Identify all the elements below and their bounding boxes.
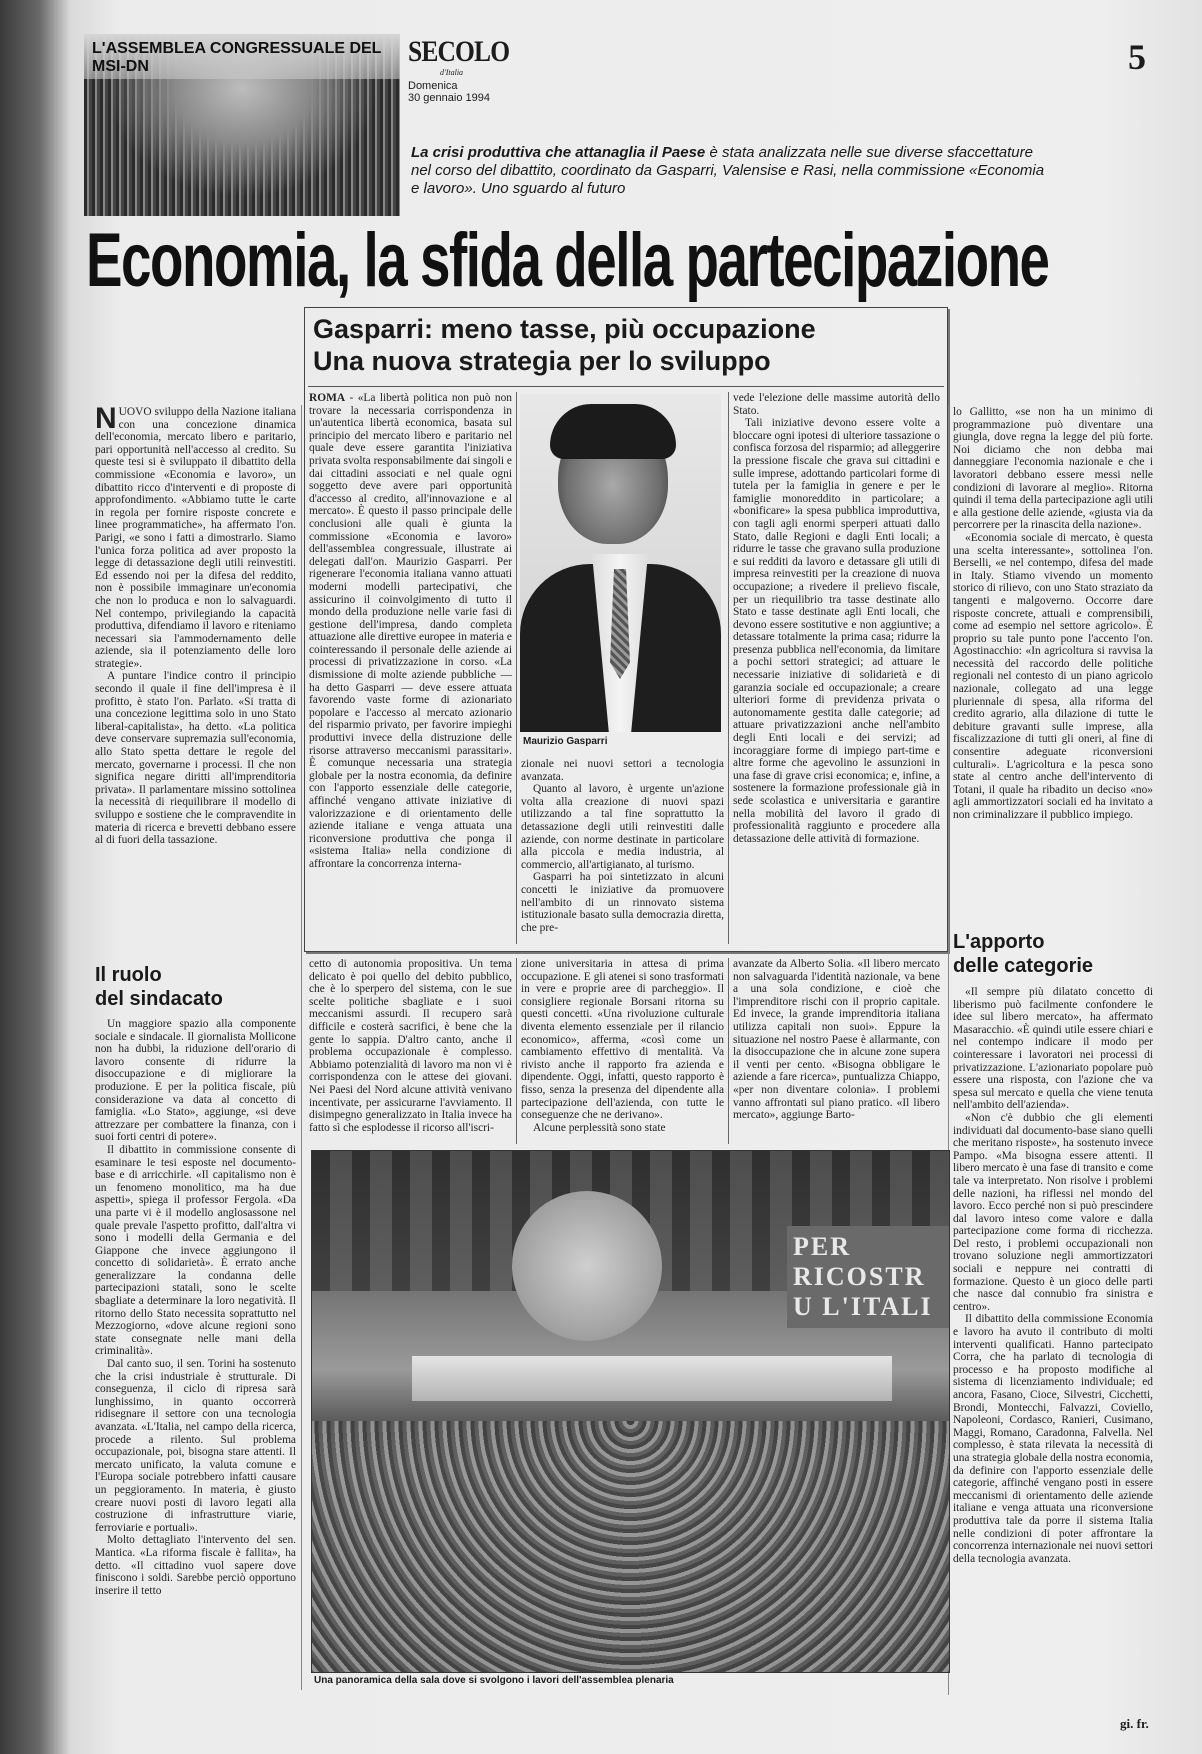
column-rule xyxy=(728,958,729,1144)
paragraph: «Economia sociale di mercato, è questa una scelta interessante», sottolinea l'on. Berselli, «e nel contempo, difesa del made in Italy. Stiamo vivendo un momento storico di rilievo, con uno Stato straziato da tangenti e malgoverno. Occorre dare risposte concrete, attuali e comprensibili, come ad esempio nel settore agricolo». È proprio su tale punto pone l'accento l'on. Agostinacchio: «In agricoltura si ravvisa la necessità del raccordo delle politiche regionali nel contesto di un piano agricolo nazionale, collegato ad una legge pluriennale di spesa, alla riforma del credito agrario, alla dilazione di tutte le debiture gravanti sulle imprese, alla fiscalizzazione di tutti gli oneri, al fine di consentire adeguate riconversioni culturali». L'agricoltura e la pesca sono state al centro anche dell'intervento di Totani, il quale ha ribadito un deciso «no» agli ammortizzatori sociali ed ha invitato a non criminalizzare il pubblico impiego. xyxy=(953,531,1153,821)
hall-photo-caption: Una panoramica della sala dove si svolgono i lavori dell'assemblea plenaria xyxy=(314,1675,674,1686)
divider xyxy=(308,386,944,387)
box-column-1 xyxy=(309,392,512,944)
lower-column-2 xyxy=(521,958,724,1148)
paragraph: UOVO sviluppo della Nazione italiana con una concezione dinamica dell'economia, mercato libero e paritario, pari opportunità nell'accesso al credito. Su queste tesi si è sviluppato il dibattito della commissione «Economia e lavoro», un dibattito ricco d'interventi e di proposte di approfondimento. «Abbiamo tutte le carte in regola per fornire risposte concrete e linee programmatiche», ha affermato l'on. Parigi, «e sono i fatti a dimostrarlo. Siamo l'unica forza politica ad aver proposto la legge di detassazione degli utili reinvestiti. Ed essendo noi per la difesa del reddito, non è possibile immaginare un'economia che non lo produca e non lo salvaguardi. Nel contempo, privilegiando la capacità produttiva, difendiamo il lavoro e riteniamo necessari sia l'ammodernamento delle aziende, sia il potenziamento delle loro strategie». xyxy=(95,406,296,670)
column-rule xyxy=(516,392,517,944)
headline: Economia, la sfida della partecipazione xyxy=(86,218,1049,303)
drop-cap: N xyxy=(95,406,117,435)
subheading-line: delle categorie xyxy=(953,955,1094,977)
dateline: ROMA xyxy=(309,392,346,404)
box-title-line: Una nuova strategia per lo sviluppo xyxy=(313,346,771,376)
subheading-categorie xyxy=(953,930,1093,978)
paragraph: A puntare l'indice contro il principio secondo il quale il fine dell'impresa è il profitto, è stato l'on. Parlato. «Si tratta di una concezione legittima solo in uno Stato liberal-capitalista», ha detto. «La politica deve conservare supremazia sull'economia, allo Stato spetta dettare le regole del mercato, governarne i processi. Il che non significa negare diritti all'imprenditoria privata». Il parlamentare missino sottolinea la necessità di riequilibrare il modello di sviluppo e sostiene che le compravendite in materia di ricerca e brevetti debbano essere al di fuori della tassazione. xyxy=(95,670,296,847)
paragraph: Il dibattito in commissione consente di esaminare le tesi esposte nel documento-base e di arricchirle. «Il capitalismo non è un fenomeno monolitico, ma ha due aspetti», spiega il professor Fergola. «Da una parte vi è il modello anglosassone nel quale prevale l'aspetto profitto, dall'altra vi sono i modelli della Germania e del Giappone che invece aggiungono il concetto di solidarietà». È errato anche generalizzare la condanna delle partecipazioni statali, sono le scelte sbagliate a determinare la loro negatività. Il ritorno dello Stato necessita soprattutto nel Mezzogiorno, «dove alcune regioni sono state consegnate nelle mani della criminalità». xyxy=(95,1143,296,1358)
subheading-line: Il ruolo xyxy=(95,964,162,986)
header-photo-assembly xyxy=(84,34,400,216)
paragraph: Alcune perplessità sono state xyxy=(533,1121,666,1134)
paragraph: Quanto al lavoro, è urgente un'azione volta alla creazione di nuovi spazi utilizzando a tal fine soprattutto la detassazione degli utili reinvestiti dalle aziende, con norme destinate in particolare alla piccola e media industria, al commercio, all'artigianato, al turismo. xyxy=(521,783,724,871)
right-column-top xyxy=(953,406,1153,924)
paragraph: Un maggiore spazio alla componente sociale e sindacale. Il giornalista Mollicone non ha dubbi, la riduzione dell'orario di lavoro consente di ridurre la disoccupazione e di migliorare la produzione. E per la politica fiscale, più considerazione va data al concetto di famiglia. «Lo Stato», aggiunge, «si deve attrezzare per combattere la finanza, con i suoi forti centri di potere». xyxy=(95,1018,296,1144)
paragraph: Dal canto suo, il sen. Torini ha sostenuto che la crisi industriale è strutturale. Di conseguenza, il ciclo di ripresa sarà lunghissimo, in quanto occorrerà ridisegnare il settore con una tecnologia avanzata. «L'Italia, nel campo della ricerca, procede a rilento. Sul problema occupazionale, poi, bisogna stare attenti. Il mercato unificato, la valuta comune e l'Europa sociale potrebbero infatti causare un peggioramento. In materia, è giusto creare nuovi posti di lavoro legati alla costruzione di infrastrutture viarie, ferroviarie e portuali». xyxy=(95,1358,296,1534)
paragraph: «Non c'è dubbio che gli elementi individuati dal documento-base siano quelli che meritano risposte», ha sostenuto invece Pampo. «Ma bisogna essere attenti. Il libero mercato è una fase di transito e come tale va interpretato. Non risolve i problemi delle nazioni, ha riflessi nel mondo del lavoro. Ecco perché non si può prescindere dal lavoro inteso come valore e dalla partecipazione come forma di ricchezza. Del resto, i problemi occupazionali non trovano soluzione negli ammortizzatori sociali e neppure nei contratti di formazione. Questo è un gioco delle parti che nasce dal connubio fra sinistra e centro». xyxy=(953,1111,1153,1313)
box-column-3 xyxy=(733,392,940,944)
page-number: 5 xyxy=(1128,37,1146,77)
paragraph: «Il sempre più dilatato concetto di liberismo può facilmente confondere le idee sul libero mercato», ha affermato Masaracchio. «È quindi utile essere chiari e nel contempo indicare il modo per cointeressare i lavoratori nei processi di privatizzazione. L'azionariato popolare può essere una risposta, con l'azione che va spesa sul mercato e quella che viene tenuta nell'ambito dell'azienda». xyxy=(953,986,1153,1112)
masthead xyxy=(408,36,527,104)
masthead-sub: d'Italia xyxy=(440,68,464,77)
paragraph: Molto dettagliato l'intervento del sen. Mantica. «La riforma fiscale è fallita», ha detto. «Il cittadino vuol sapere dove finiscono i soldi. Sarebbe perciò opportuno inserire il tetto xyxy=(95,1534,296,1597)
left-column-bottom xyxy=(95,1018,296,1690)
box-title xyxy=(313,313,816,377)
issue-date: 30 gennaio 1994 xyxy=(408,92,490,104)
portrait-caption: Maurizio Gasparri xyxy=(523,736,608,747)
subheading-line: L'apporto xyxy=(953,931,1045,953)
paragraph: - «La libertà politica non può non trovare la necessaria corrispondenza in un'autentica libertà economica, basata sul principio del mercato libero e paritario nel quale deve essere garantita l'iniziativa privata svolta responsabilmente dai singoli e dai cittadini associati e nel quale ogni soggetto deve avere pari opportunità d'accesso al credito, all'innovazione e al mercato». È questo il passo principale delle conclusioni alle quali è giunta la commissione «Economia e lavoro» dell'assemblea congressuale, illustrate ai delegati dall'on. Maurizio Gasparri. Per rigenerare l'economia italiana vanno attuati moderni modelli partecipativi, che assicurino il coinvolgimento di tutto il mondo della produzione nelle varie fasi di gestione dell'impresa, dando completa attuazione alle direttive europee in materia e cointeressando il personale delle aziende ai processi di privatizzazione in corso. «La dismissione di molte aziende pubbliche — ha detto Gasparri — deve essere attuata favorendo vaste forme di azionariato popolare e l'accesso al mercato azionario del risparmio privato, per favorire impieghi produttivi invece della distruzione delle risorse attraverso meccanismi parassitari». È comunque necessaria una strategia globale per la nostra economia, da definire con l'apporto essenziale delle categorie, affinché vengano attivate iniziative di valorizzazione e di orientamento delle aziende italiane e venga attuata una riconversione produttiva che ponga il «sistema Italia» nella condizione di affrontare la concorrenza interna- xyxy=(309,392,512,870)
article-summary xyxy=(411,144,1051,198)
paragraph: lo Gallitto, «se non ha un minimo di programmazione può diventare una giungla, dove regna la legge del più forte. Noi diciamo che non debba mai danneggiare l'economia nazionale e che i lavoratori debbano essere messi nelle condizioni di lavorare al meglio». Ritorna quindi il tema della partecipazione agli utili e alla gestione delle aziende, «giusta via da percorrere per la rinascita della nazione». xyxy=(953,406,1153,532)
paragraph: Il dibattito della commissione Economia e lavoro ha avuto il contributo di molti interventi qualificati. Hanno partecipato Corra, che ha parlato di tecnologia di processo e ha proposto modifiche al sistema di licenziamento individuale; ed ancora, Fasano, Cioce, Silvestri, Cicchetti, Brondi, Montecchi, Falvazzi, Coviello, Napoleoni, Cordasco, Ranieri, Cusimano, Maggi, Romano, Caradonna, Falvella. Nel complesso, è stata rilevata la necessità di una strategia globale della nostra economia, da definire con l'apporto essenziale delle categorie, affinché vengano posti in essere meccanismi di orientamento delle aziende italiane e venga attuata una riconversione produttiva tale da porre il sistema Italia nelle condizioni di poter affrontare la concorrenza internazionale nei nuovi settori della tecnologia avanzata. xyxy=(953,1313,1153,1565)
assembly-hall-photo xyxy=(311,1150,950,1673)
paragraph: avanzate da Alberto Solia. «Il libero mercato non salvaguarda l'identità nazionale, va bene a una sola condizione, e cioè che l'imprenditore rischi con il proprio capitale. Ed invece, la grande imprenditoria italiana utilizza capitali non suoi». Eppure la situazione nel nostro Paese è allarmante, con la disoccupazione che in alcune zone supera il venti per cento. «Bisogna obbligare le aziende a fare ricerca», puntualizza Chiappo, «per non diventare colonia». I problemi vanno affrontati sul piano pratico. «Il libero mercato», aggiunge Barto- xyxy=(733,958,940,1122)
subheading-sindacato xyxy=(95,963,223,1011)
lower-column-3 xyxy=(733,958,940,1148)
box-column-2 xyxy=(521,758,724,944)
portrait-photo xyxy=(520,394,721,732)
summary-lead: La crisi produttiva che attanaglia il Paese xyxy=(411,144,706,161)
column-rule xyxy=(301,405,302,1690)
column-rule xyxy=(516,958,517,1144)
subheading-line: del sindacato xyxy=(95,988,223,1010)
left-column-top xyxy=(95,406,296,960)
paragraph: Tali iniziative devono essere volte a bloccare ogni ipotesi di ulteriore tassazione o confisca forzosa del risparmio; ad alleggerire la pressione fiscale che grava sui cittadini e sulle imprese, adottando particolari forme di tutela per la famiglia in genere e per le famiglie monoreddito in particolare; a «bonificare» la spesa pubblica improduttiva, con tagli agli enormi sperperi attuati dallo Stato, dalle Regioni e dagli Enti locali; a ridurre le tasse che gravano sulla produzione e sui redditi da lavoro e detassare gli utili di impresa reinvestiti per la creazione di nuova occupazione; a rivedere il prelievo fiscale, per un riequilibrio tra tasse destinate allo Stato e tasse destinate agli Enti locali, che devono essere sostitutive e non aggiuntive; a detassare totalmente la prima casa; ridurre la presenza pubblica nell'economia, da limitare a pochi settori strategici; ad attuare le necessarie iniziative di solidarietà e di garanzia sociale ed occupazionale; a creare ulteriori forme di previdenza privata o autonomamente gestita dalle categorie; ad attuare privatizzazioni anche nell'ambito degli Enti locali e dei servizi; ad incoraggiare forme di impiego part-time e altre forme che agevolino le assunzioni in una fase di grave crisi economica; e, infine, a sostenere la formazione professionale già in sede scolastica e universitaria e garantire nella mobilità del lavoro il grado di professionalità raggiunto e procedere alla detassazione delle attività di formazione. xyxy=(733,417,940,845)
issue-day: Domenica xyxy=(408,80,458,92)
right-column-bottom xyxy=(953,986,1153,1692)
paragraph: zione universitaria in attesa di prima occupazione. E gli atenei si sono trasformati in vere e proprie aree di parcheggio». Il consigliere regionale Borsani ritorna su questi concetti. «Una rivoluzione culturale diventa elemento essenziale per il rilancio economico», afferma, «così come un cambiamento effettivo di mentalità. Va rivisto anche il rapporto fra azienda e dipendente. Oggi, infatti, questo rapporto è fisso, senza la presenza del dipendente alla partecipazione dell'azienda, con tutte le conseguenze che ne derivano». xyxy=(521,958,724,1122)
lower-column-1 xyxy=(309,958,512,1148)
paragraph: vede l'elezione delle massime autorità dello Stato. xyxy=(733,392,940,417)
paragraph: zionale nei nuovi settori a tecnologia avanzata. xyxy=(521,758,724,783)
paragraph: cetto di autonomia propositiva. Un tema delicato è poi quello del debito pubblico, che è lo sperpero del sistema, con le sue scelte politiche sbagliate e i suoi meccanismi assurdi. Il recupero sarà difficile e costerà sacrifici, è bene che la gente lo sappia. D'altro canto, anche il problema occupazionale è complesso. Abbiamo potenzialità di lavoro ma non vi è corrispondenza con le attese dei giovani. Nei Paesi del Nord alcune attività venivano incentivate, per assicurarne l'avviamento. Il disimpegno generalizzato in Italia invece ha fatto sì che esplodesse il ricorso all'iscri- xyxy=(309,958,512,1134)
summary-rest: è stata analizzata nelle sue diverse sfaccettature nel corso del dibattito, coordinato da Gasparri, Valensise e Rasi, nella commissione «Economia e lavoro». Uno sguardo al futuro xyxy=(411,144,1045,197)
photo-banner: PER RICOSTRU L'ITALI xyxy=(787,1226,949,1328)
section-title: L'ASSEMBLEA CONGRESSUALE DEL MSI-DN xyxy=(92,40,382,75)
author-signature: gi. fr. xyxy=(1120,1716,1149,1731)
column-rule xyxy=(728,392,729,944)
paragraph: Gasparri ha poi sintetizzato in alcuni concetti le iniziative da promuovere nell'ambito di un rinnovato sistema istituzionale basato sulla democrazia diretta, che pre- xyxy=(521,871,724,934)
masthead-title: SECOLO xyxy=(408,35,510,68)
box-title-line: Gasparri: meno tasse, più occupazione xyxy=(313,314,816,344)
